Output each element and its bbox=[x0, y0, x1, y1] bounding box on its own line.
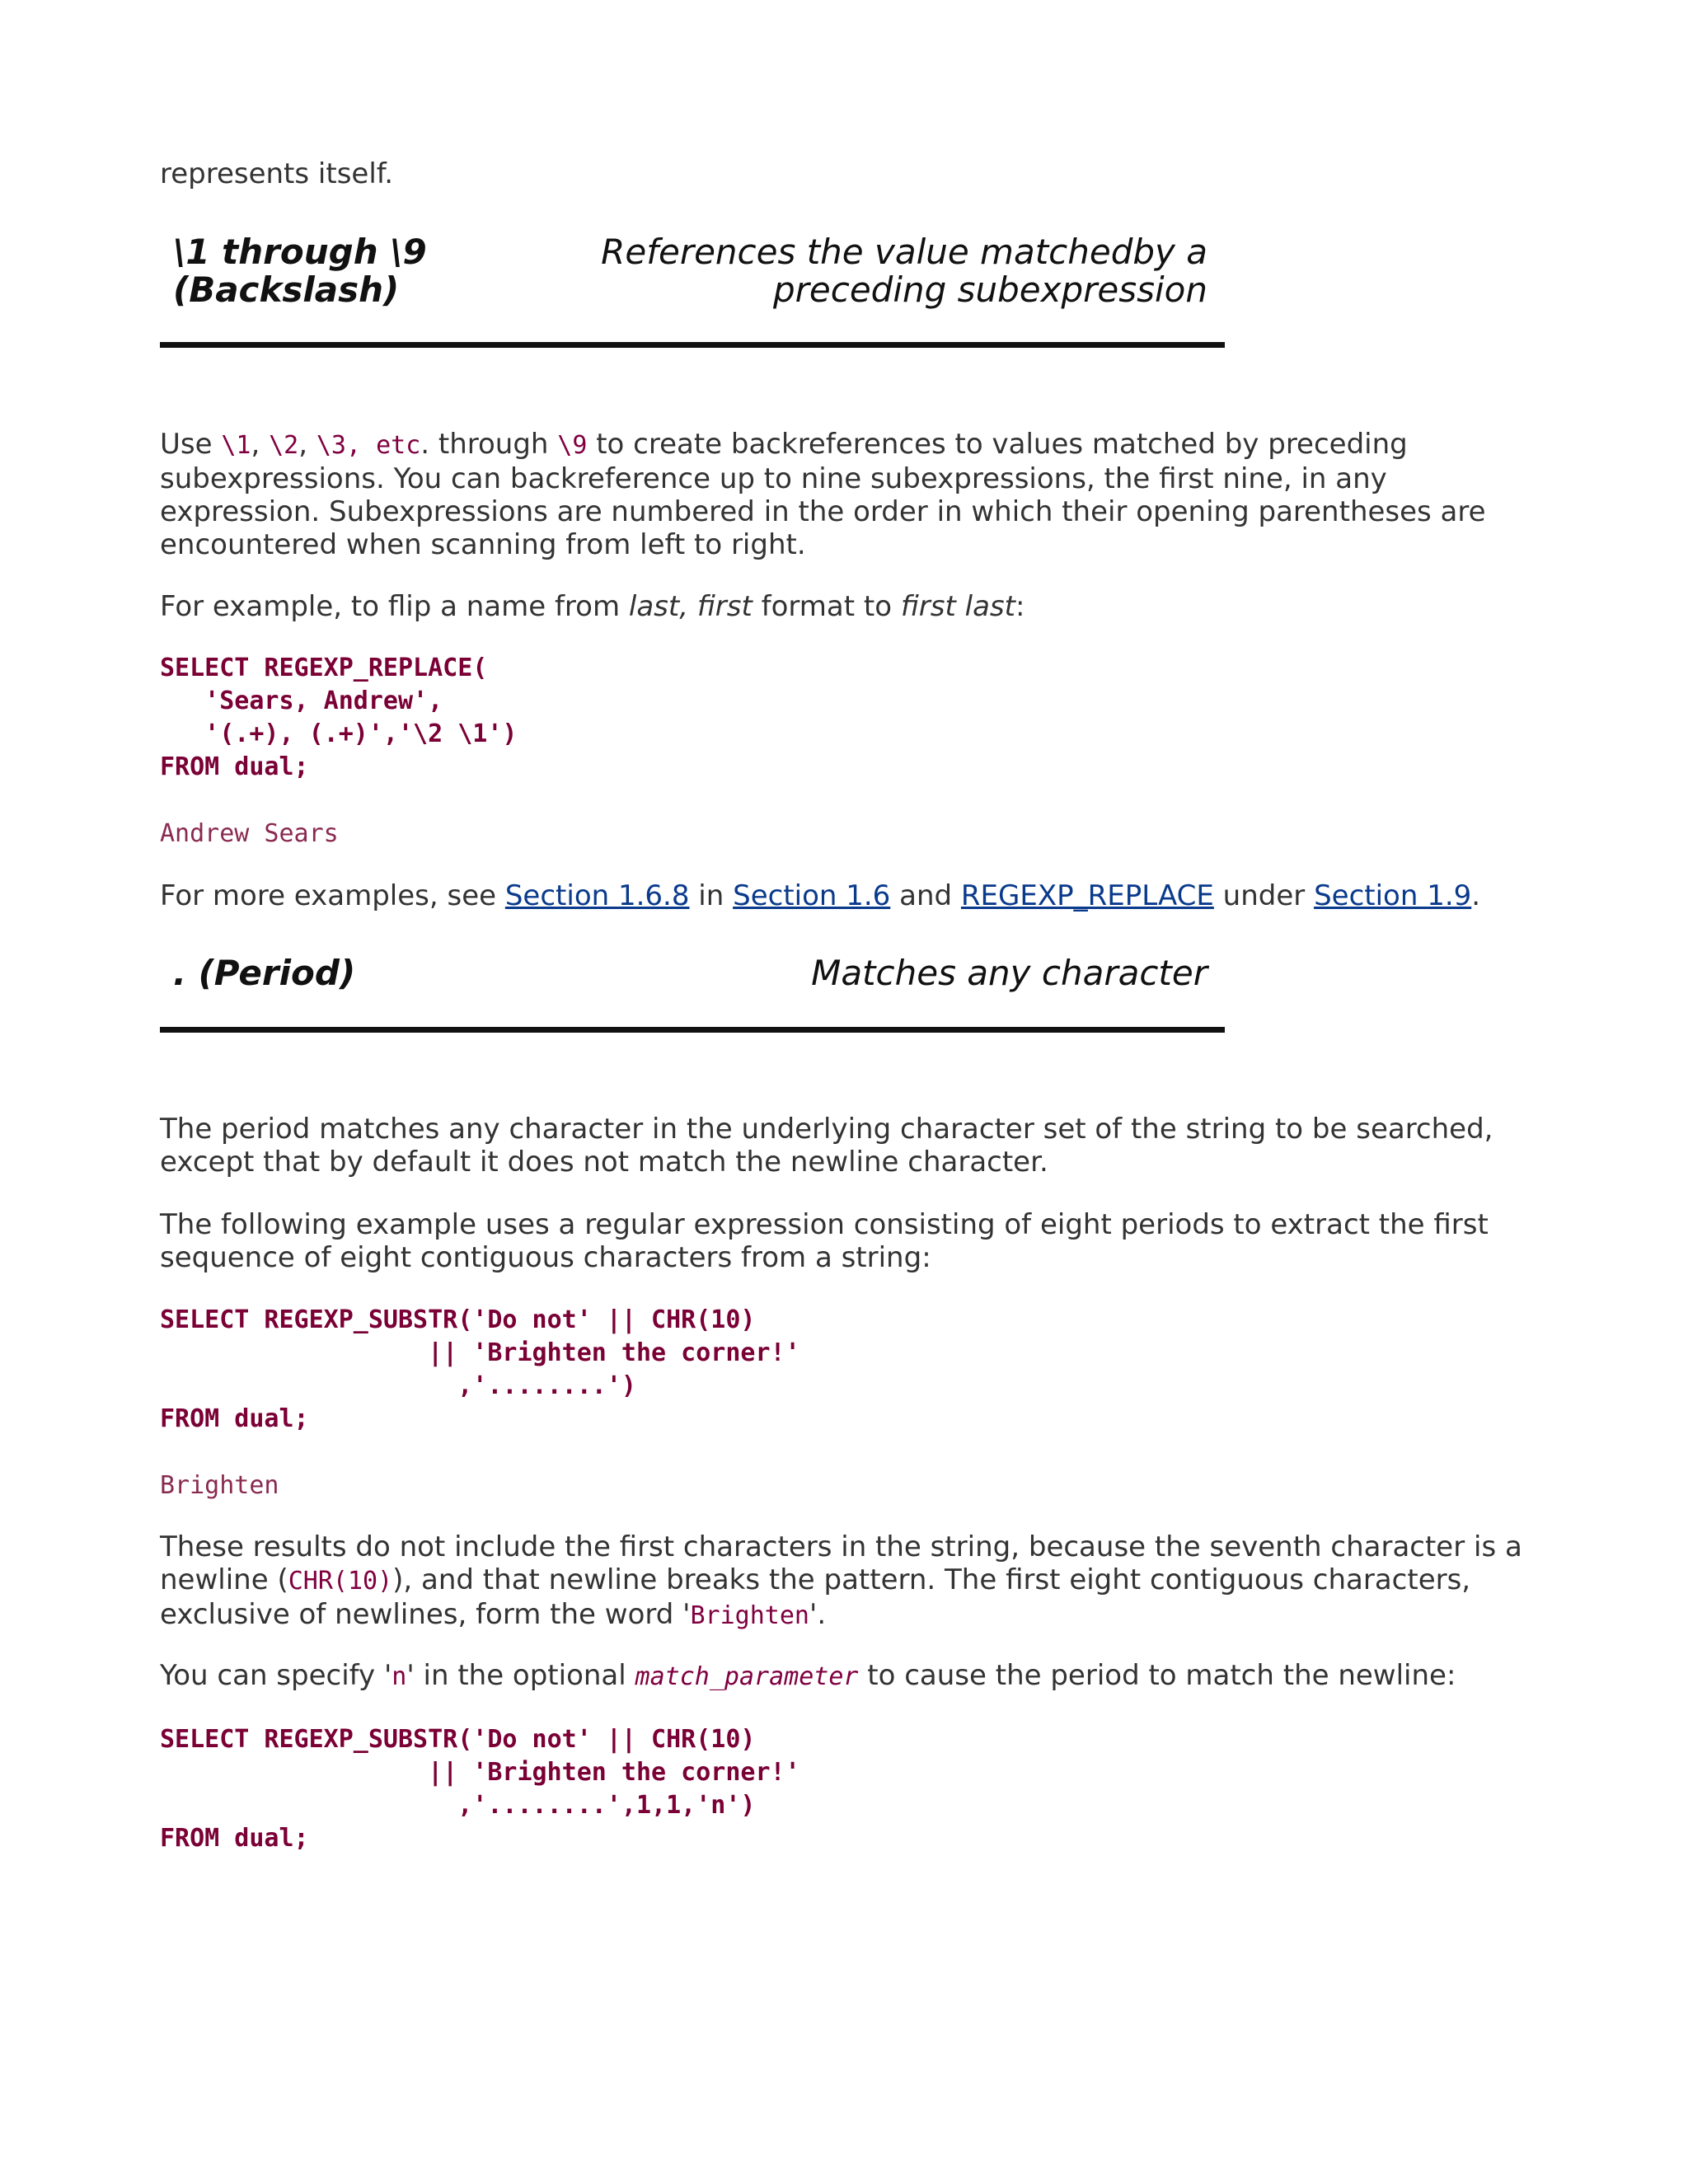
intro-fragment: represents itself. bbox=[160, 157, 394, 190]
backslash-entry-description bbox=[601, 233, 1207, 309]
eight-periods-example-intro: The following example uses a regular expression consisting of eight periods to extract the first sequence of eight contiguous characters from a string: bbox=[160, 1208, 1489, 1274]
emphasis-last-first: last, first bbox=[628, 590, 753, 623]
backslash-desc-line1: References the value matchedby a bbox=[601, 232, 1207, 272]
backslash-desc-line2: preceding subexpression bbox=[772, 269, 1207, 310]
backslash-term-line2: (Backslash) bbox=[173, 269, 400, 310]
code-backref-2: \2 bbox=[269, 431, 299, 460]
text-fragment: '. bbox=[809, 1598, 827, 1631]
period-entry-description: Matches any character bbox=[811, 953, 1207, 993]
backslash-term-line1: \1 through \9 bbox=[173, 232, 427, 272]
text-fragment: . through bbox=[420, 428, 558, 461]
backslash-description-paragraph bbox=[160, 428, 1545, 561]
text-fragment: For example, to flip a name from bbox=[160, 590, 629, 623]
link-section-1-6-8[interactable]: Section 1.6.8 bbox=[504, 879, 690, 912]
text-fragment: to create backreferences to values matched by preceding subexpressions. You can backreference up to nine subexpressions, the first nine, in any expression. Subexpressions are numbered in the order in which their opening parentheses are encountered when scanning from left to right. bbox=[160, 428, 1486, 561]
period-description-paragraph: The period matches any character in the underlying character set of the string to be searched, except that by default it does not match the newline character. bbox=[160, 1113, 1493, 1179]
code-backref-1: \1 bbox=[221, 431, 251, 460]
text-fragment: For more examples, see bbox=[160, 879, 505, 912]
link-section-1-9[interactable]: Section 1.9 bbox=[1314, 879, 1472, 912]
text-fragment: in bbox=[689, 879, 734, 912]
text-fragment: . bbox=[1471, 879, 1481, 912]
code-example-regexp-substr-newline: SELECT REGEXP_SUBSTR('Do not' || CHR(10) || 'Brighten the corner!' ,'........',1,1,'n') FROM dual; bbox=[160, 1725, 800, 1853]
text-fragment: and bbox=[890, 879, 961, 912]
code-n-flag: n bbox=[392, 1662, 407, 1691]
backslash-entry-term bbox=[173, 233, 427, 309]
emphasis-first-last: first last bbox=[900, 590, 1015, 623]
text-fragment: These results do not include the first characters in the string, because the seventh character is a newline ( bbox=[160, 1530, 1522, 1596]
text-fragment: You can specify ' bbox=[160, 1659, 392, 1692]
text-fragment: : bbox=[1015, 590, 1025, 623]
section-divider bbox=[160, 1027, 1225, 1033]
results-explanation-paragraph bbox=[160, 1530, 1545, 1633]
code-chr10: CHR(10) bbox=[288, 1567, 393, 1596]
period-entry-term: . (Period) bbox=[173, 953, 356, 993]
text-fragment: Use bbox=[160, 428, 222, 461]
code-output-andrew-sears: Andrew Sears bbox=[160, 819, 339, 848]
code-output-brighten: Brighten bbox=[160, 1471, 279, 1500]
match-parameter-paragraph bbox=[160, 1659, 1545, 1694]
code-example-regexp-replace: SELECT REGEXP_REPLACE( 'Sears, Andrew', '(.+), (.+)','\2 \1') FROM dual; bbox=[160, 654, 518, 781]
text-fragment: under bbox=[1213, 879, 1315, 912]
text-fragment: format to bbox=[752, 590, 901, 623]
link-section-1-6[interactable]: Section 1.6 bbox=[733, 879, 891, 912]
code-backref-3: \3, etc bbox=[316, 431, 421, 460]
code-match-parameter: match_parameter bbox=[635, 1662, 859, 1691]
code-brighten: Brighten bbox=[690, 1601, 809, 1630]
text-fragment: , bbox=[251, 428, 270, 461]
flip-name-example-intro bbox=[160, 590, 1545, 623]
section-divider bbox=[160, 342, 1225, 348]
text-fragment: ), and that newline breaks the pattern. The first eight contiguous characters, exclusive of newlines, form the word ' bbox=[160, 1563, 1471, 1631]
text-fragment: ' in the optional bbox=[406, 1659, 635, 1692]
code-backref-9: \9 bbox=[557, 431, 588, 460]
code-example-regexp-substr: SELECT REGEXP_SUBSTR('Do not' || CHR(10) || 'Brighten the corner!' ,'........') FROM dual; bbox=[160, 1305, 800, 1433]
text-fragment: to cause the period to match the newline: bbox=[858, 1659, 1456, 1692]
link-regexp-replace[interactable]: REGEXP_REPLACE bbox=[960, 879, 1214, 912]
more-examples-paragraph bbox=[160, 879, 1545, 912]
text-fragment: , bbox=[298, 428, 316, 461]
